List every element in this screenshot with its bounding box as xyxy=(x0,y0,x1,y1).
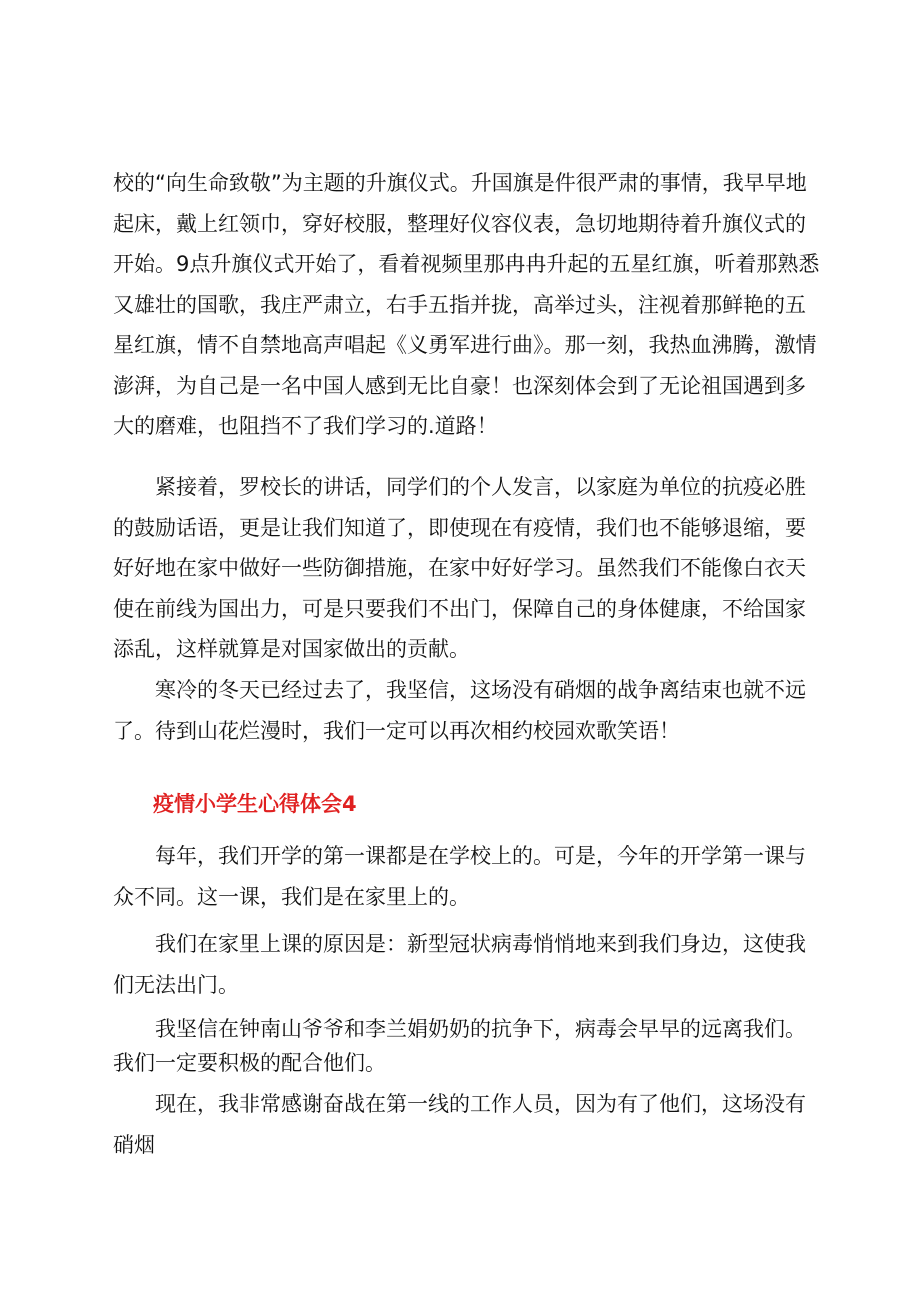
paragraph-flag-ceremony: 校的“向生命致敬”为主题的升旗仪式。升国旗是件很严肃的事情，我早早地起床，戴上红领巾，穿好校服，整理好仪容仪表，急切地期待着升旗仪式的开始。9点升旗仪式开始了，看着视频里那冉冉升起的五星红旗，听着那熟悉又雄壮的国歌，我庄严肃立，右手五指并拢，高举过头，注视着那鲜艳的五星红旗，情不自禁地高声唱起《义勇军进行曲》。那一刻，我热血沸腾，激情澎湃，为自己是一名中国人感到无比自豪！也深刻体会到了无论祖国遇到多大的磨难，也阻挡不了我们学习的.道路！ xyxy=(113,171,820,438)
paragraph-thanks-frontline: 现在，我非常感谢奋战在第一线的工作人员，因为有了他们，这场没有硝烟 xyxy=(113,1092,806,1157)
paragraph-winter-passed: 寒冷的冬天已经过去了，我坚信，这场没有硝烟的战争离结束也就不远了。待到山花烂漫时，我们一定可以再次相约校园欢歌笑语！ xyxy=(113,678,806,743)
paragraph-reason-home-class: 我们在家里上课的原因是：新型冠状病毒悄悄地来到我们身边，这使我们无法出门。 xyxy=(113,932,806,997)
paragraph-confidence: 我坚信在钟南山爷爷和李兰娟奶奶的抗争下，病毒会早早的远离我们。我们一定要积极的配合他们。 xyxy=(113,1017,806,1075)
paragraph-first-lesson: 每年，我们开学的第一课都是在学校上的。可是，今年的开学第一课与众不同。这一课，我们是在家里上的。 xyxy=(113,844,806,909)
paragraph-principal-speech: 紧接着，罗校长的讲话，同学们的个人发言，以家庭为单位的抗疫必胜的鼓励话语，更是让我们知道了，即使现在有疫情，我们也不能够退缩，要好好地在家中做好一些防御措施，在家中好好学习。虽然我们不能像白衣天使在前线为国出力，可是只要我们不出门，保障自己的身体健康，不给国家添乱，这样就算是对国家做出的贡献。 xyxy=(113,475,806,661)
section-heading: 疫情小学生心得体会4 xyxy=(153,792,357,816)
